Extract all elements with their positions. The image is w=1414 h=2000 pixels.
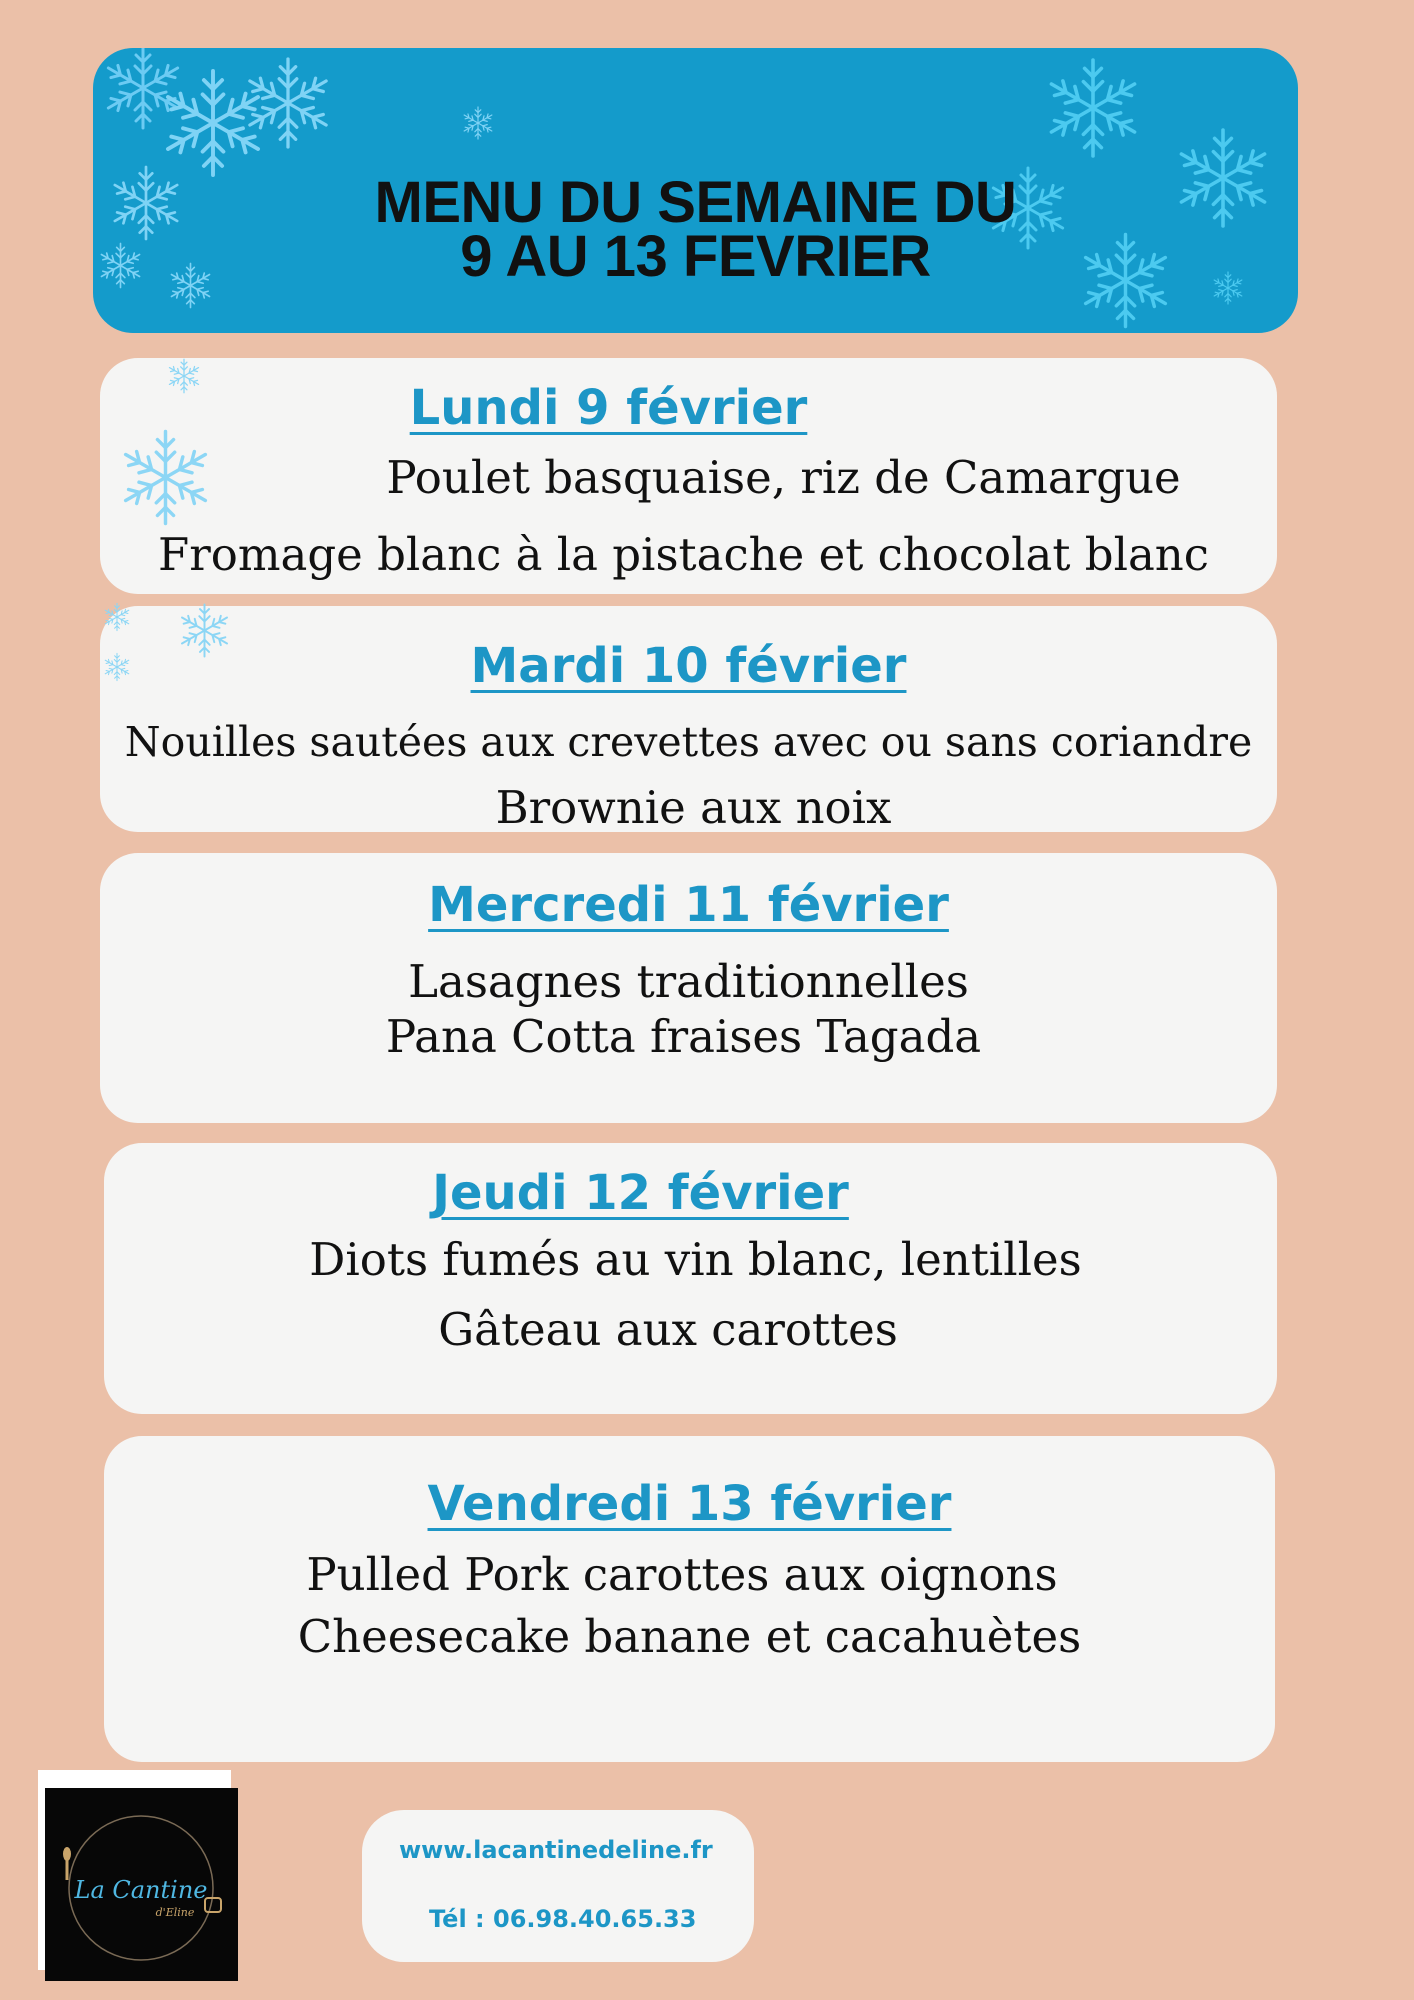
- title-line-2: 9 AU 13 FEVRIER: [460, 224, 931, 289]
- dish-main: Nouilles sautées aux crevettes avec ou sans coriandre: [124, 718, 1253, 766]
- snowflake-icon: [163, 355, 205, 397]
- dish-main: Lasagnes traditionnelles: [408, 955, 969, 1008]
- dish-dessert: Cheesecake banane et cacahuètes: [297, 1610, 1082, 1663]
- day-card-vendredi: [104, 1436, 1275, 1762]
- dish-main: Pulled Pork carottes aux oignons: [306, 1548, 1058, 1601]
- logo-emblem: [45, 1788, 238, 1981]
- phone-number: Tél : 06.98.40.65.33: [429, 1905, 697, 1933]
- snowflake-icon: [233, 48, 343, 158]
- snowflake-icon: [108, 420, 223, 535]
- svg-text:d'Eline: d'Eline: [155, 1906, 195, 1919]
- day-card-mardi: [100, 606, 1277, 832]
- day-title: Lundi 9 février: [409, 380, 808, 436]
- day-card-mercredi: [100, 853, 1277, 1123]
- svg-text:La Cantine: La Cantine: [74, 1876, 208, 1904]
- dish-dessert: Brownie aux noix: [495, 781, 892, 834]
- day-title: Mardi 10 février: [470, 638, 907, 694]
- dish-main: Diots fumés au vin blanc, lentilles: [309, 1233, 1082, 1286]
- contact-box: [362, 1810, 754, 1962]
- website-link[interactable]: www.lacantinedeline.fr: [399, 1836, 713, 1864]
- snowflake-icon: [172, 598, 237, 663]
- snowflake-icon: [458, 103, 498, 143]
- day-title: Vendredi 13 février: [427, 1476, 952, 1532]
- snowflake-icon: [1033, 48, 1153, 168]
- day-title: Jeudi 12 février: [432, 1165, 849, 1221]
- dish-main: Poulet basquaise, riz de Camargue: [386, 451, 1181, 504]
- page-title: [93, 170, 1298, 289]
- day-title: Mercredi 11 février: [428, 877, 949, 933]
- dish-dessert: Gâteau aux carottes: [438, 1303, 898, 1356]
- dish-dessert: Fromage blanc à la pistache et chocolat blanc: [158, 528, 1209, 581]
- title-line-1: MENU DU SEMAINE DU: [374, 170, 1017, 235]
- snowflake-icon: [100, 600, 134, 634]
- header-banner: [93, 48, 1298, 333]
- dish-dessert: Pana Cotta fraises Tagada: [385, 1010, 982, 1063]
- snowflake-icon: [100, 650, 134, 684]
- day-card-jeudi: [104, 1143, 1277, 1414]
- logo: [45, 1788, 238, 1981]
- day-card-lundi: [100, 358, 1277, 594]
